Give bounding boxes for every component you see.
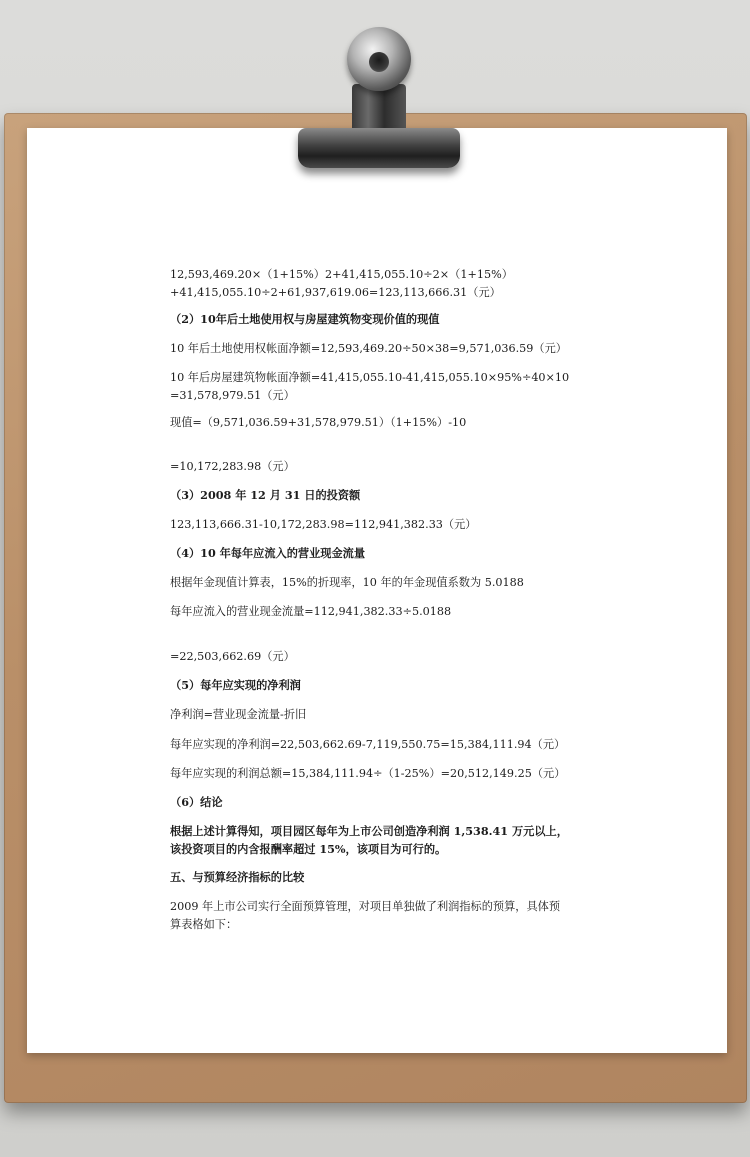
section-heading-3: （3）2008 年 12 月 31 日的投资额: [170, 488, 361, 502]
net-profit-value: 每年应实现的净利润=22,503,662.69-7,119,550.75=15,384,111.94（元）: [170, 738, 566, 751]
section-heading-6: （6）结论: [170, 795, 223, 809]
land-net-value: 10 年后土地使用权帐面净额=12,593,469.20÷50×38=9,571,036.59（元）: [170, 342, 567, 355]
section-heading-five: 五、与预算经济指标的比较: [170, 870, 305, 884]
total-profit-value: 每年应实现的利润总额=15,384,111.94÷（1-25%）=20,512,149.25（元）: [170, 767, 566, 780]
section-heading-2: （2）10年后土地使用权与房屋建筑物变现价值的现值: [170, 312, 440, 326]
net-profit-formula: 净利润=营业现金流量-折旧: [170, 708, 307, 721]
investment-amount: 123,113,666.31-10,172,283.98=112,941,382.33（元）: [170, 518, 477, 531]
budget-text-line-2: 算表格如下：: [170, 918, 238, 931]
cash-flow-line-1: 每年应流入的营业现金流量=112,941,382.33÷5.0188: [170, 605, 452, 618]
section-heading-5: （5）每年应实现的净利润: [170, 678, 301, 692]
calc-line-2: +41,415,055.10÷2+61,937,619.06=123,113,666.31（元）: [170, 286, 501, 299]
present-value-line-1: 现值=（9,571,036.59+31,578,979.51）（1+15%）-10: [170, 416, 467, 429]
section-heading-4: （4）10 年每年应流入的营业现金流量: [170, 546, 366, 560]
cash-flow-line-2: =22,503,662.69（元）: [170, 650, 295, 663]
conclusion-line-2: 该投资项目的内含报酬率超过 15%，该项目为可行的。: [170, 842, 447, 856]
annuity-factor-text: 根据年金现值计算表，15%的折现率，10 年的年金现值系数为 5.0188: [170, 576, 524, 589]
building-net-value-line-2: =31,578,979.51（元）: [170, 389, 295, 402]
clip-jaw: [298, 128, 460, 168]
present-value-line-2: =10,172,283.98（元）: [170, 460, 295, 473]
calc-line-1: 12,593,469.20×（1+15%）2+41,415,055.10÷2×（1+15%）: [170, 268, 513, 281]
budget-text-line-1: 2009 年上市公司实行全面预算管理，对项目单独做了利润指标的预算，具体预: [170, 900, 561, 913]
building-net-value-line-1: 10 年后房屋建筑物帐面净额=41,415,055.10-41,415,055.10×95%÷40×10: [170, 371, 570, 384]
conclusion-line-1: 根据上述计算得知，项目园区每年为上市公司创造净利润 1,538.41 万元以上，: [170, 824, 568, 838]
clip-hole: [369, 52, 389, 72]
